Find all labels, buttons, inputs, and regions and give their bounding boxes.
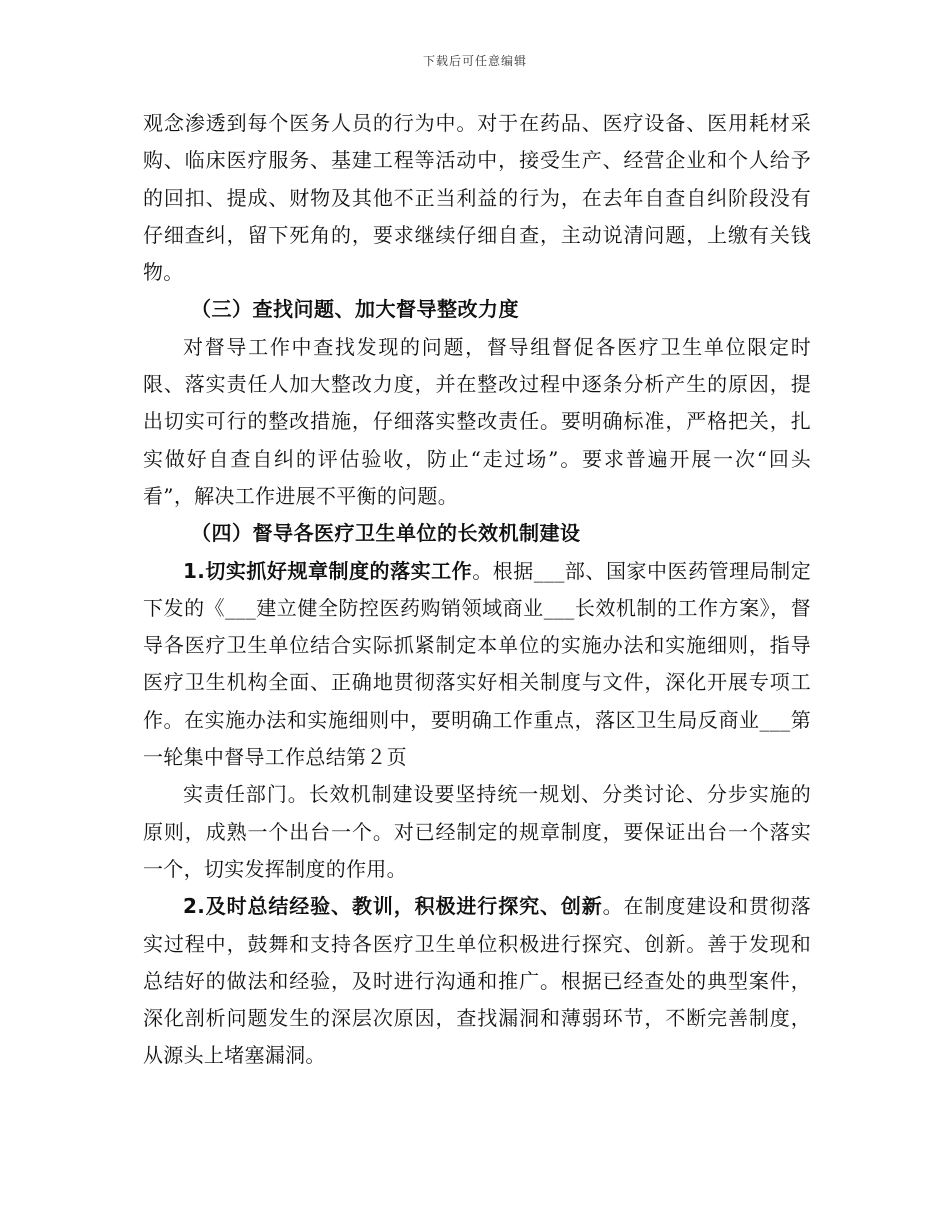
- paragraph-item-1: [143, 553, 811, 777]
- item-1-lead: 1.切实抓好规章制度的落实工作: [183, 558, 473, 583]
- page-header-note: 下载后可任意编辑: [422, 54, 527, 68]
- section-heading-3: （三）查找问题、加大督导整改力度: [191, 297, 519, 322]
- paragraph-supervision-issues: 对督导工作中查找发现的问题，督导组督促各医疗卫生单位限定时限、落实责任人加大整改力度，并在整改过程中逐条分析产生的原因，提出切实可行的整改措施，仔细落实整改责任。要明确标准，严格把关，扎实做好自查自纠的评估验收，防止“走过场”。要求普遍开展一次“回头看”，解决工作进展不平衡的问题。: [143, 334, 811, 508]
- document-body: [143, 105, 811, 1075]
- section-heading-4: （四）督导各医疗卫生单位的长效机制建设: [191, 521, 581, 546]
- paragraph-responsibility: 实责任部门。长效机制建设要坚持统一规划、分类讨论、分步实施的原则，成熟一个出台一个。对已经制定的规章制度，要保证出台一个落实一个，切实发挥制度的作用。: [143, 782, 811, 881]
- item-2-body: 。在制度建设和贯彻落实过程中，鼓舞和支持各医疗卫生单位积极进行探究、创新。善于发现和总结好的做法和经验，及时进行沟通和推广。根据已经查处的典型案件，深化剖析问题发生的深层次原因，查找漏洞和薄弱环节，不断完善制度，从源头上堵塞漏洞。: [143, 894, 811, 1068]
- paragraph-item-2: [143, 888, 811, 1074]
- paragraph-continuation: 观念渗透到每个医务人员的行为中。对于在药品、医疗设备、医用耗材采购、临床医疗服务、基建工程等活动中，接受生产、经营企业和个人给予的回扣、提成、财物及其他不正当利益的行为，在去年自查自纠阶段没有仔细查纠，留下死角的，要求继续仔细自查，主动说清问题，上缴有关钱物。: [143, 111, 811, 285]
- item-2-lead: 2.及时总结经验、教训，积极进行探究、创新: [183, 894, 603, 919]
- item-1-body: 。根据___部、国家中医药管理局制定下发的《___建立健全防控医药购销领域商业___长效机制的工作方案》，督导各医疗卫生单位结合实际抓紧制定本单位的实施办法和实施细则，指导医疗卫生机构全面、正确地贯彻落实好相关制度与文件，深化开展专项工作。在实施办法和实施细则中，要明确工作重点，落区卫生局反商业___第一轮集中督导工作总结第２页: [143, 558, 812, 770]
